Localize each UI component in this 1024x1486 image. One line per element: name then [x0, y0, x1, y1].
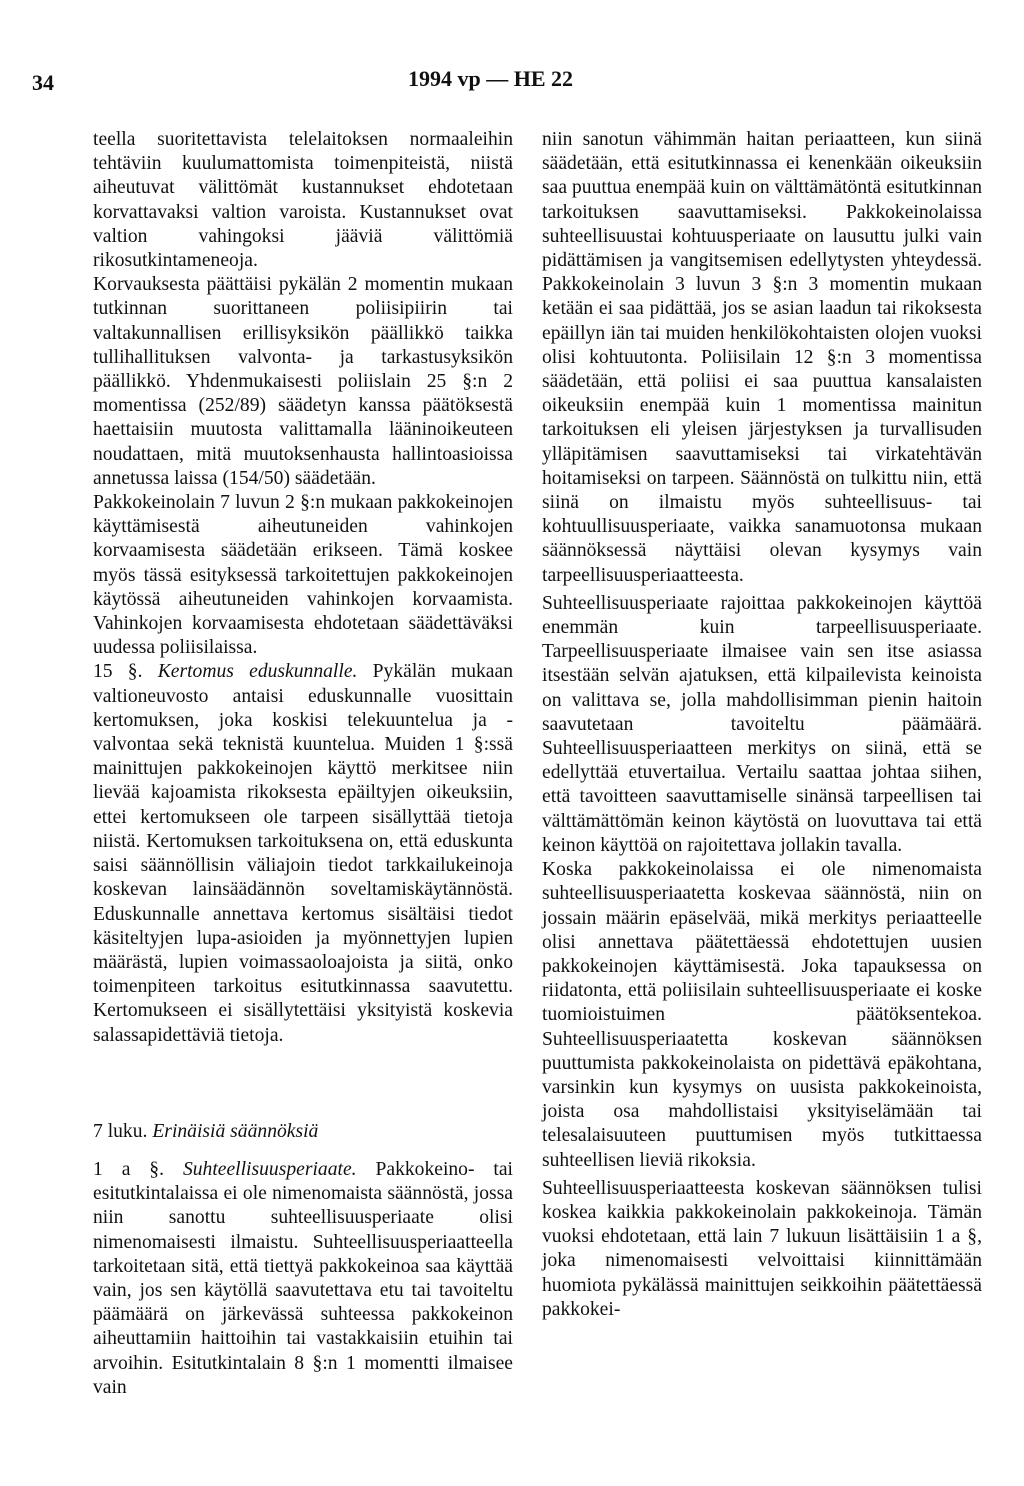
- section-text: Pykälän mukaan valtioneuvosto antaisi eduskunnalle vuosittain kertomuksen, joka koskisi telekuuntelua ja -valvontaa sekä teknistä kuuntelua. Muiden 1 §:ssä mainittujen pakkokeinojen käyttö merkitsee niin lievää kajoamista rikoksesta epäiltyjen oikeuksiin, ettei kertomukseen ole tarpeen sisällyttää tietoja niistä. Kertomuksen tarkoituksena on, että eduskunta saisi säännöllisin väliajoin tiedot tarkkailukeinoja koskevan lainsäädännön soveltamiskäytännöstä. Eduskunnalle annettava kertomus sisältäisi tiedot käsiteltyjen lupa-asioiden ja myönnettyjen lupien määrästä, lupien voimassaoloajoista ja siitä, onko toimenpiteen tarkoitus esitutkinnassa saavutettu. Kertomukseen ei sisällytettäisi yksityistä koskevia salassapidettäviä tietoja.: [93, 661, 513, 1046]
- section-title: Kertomus eduskunnalle.: [157, 661, 358, 683]
- paragraph: Suhteellisuusperiaatteesta koskevan säännöksen tulisi koskea kaikkia pakkokeinolain pakkokeinoja. Tämän vuoksi ehdotetaan, että lain 7 lukuun lisättäisiin 1 a §, joka nimenomaisesti velvoittaisi kiinnittämään huomiota pykälässä mainittujen seikkoihin päätettäessä pakkokei-: [542, 1177, 982, 1320]
- paragraph: niin sanotun vähimmän haitan periaatteen, kun siinä säädetään, että esitutkinnassa ei kenenkään oikeuksiin saa puuttua enempää kuin on välttämätöntä esitutkinnan tarkoituksen saavuttamiseksi. Pakkokeinolaissa suhteellisuustai kohtuusperiaate on lausuttu julki vain pidättämisen ja vangitsemisen edellytysten yhteydessä. Pakkokeinolain 3 luvun 3 §:n 3 momentin mukaan ketään ei saa pidättää, jos se asian laadun tai rikoksesta epäillyn iän tai muiden henkilökohtaisten olojen vuoksi olisi kohtuutonta. Poliisilain 12 §:n 3 momentissa säädetään, että poliisi ei saa puuttua kansalaisten oikeuksiin enempää kuin 1 momentissa mainitun tarkoituksen eli yleisen järjestyksen ja turvallisuden ylläpitämisen saavuttamiseksi tai virkatehtävän hoitamiseksi on tarpeen. Säännöstä on tulkittu niin, että siinä on ilmaistu myös suhteellisuus- tai kohtuullisuusperiaate, vaikka sanamuotonsa mukaan säännöksessä näyttäisi olevan kysymys vain tarpeellisuusperiaatteesta.: [542, 129, 982, 586]
- running-header: 1994 vp — HE 22: [408, 66, 574, 91]
- section-number: 1 a §.: [93, 1158, 165, 1180]
- paragraph: Suhteellisuusperiaate rajoittaa pakkokeinojen käyttöä enemmän kuin tarpeellisuusperiaate. Tarpeellisuusperiaate ilmaisee vain sen itse asiassa itsestään selvän ajatuksen, että kilpailevista keinoista on valittava se, jolla mahdollisimman pienin haitoin saavutetaan tavoiteltu päämäärä. Suhteellisuusperiaatteen merkitys on siinä, että se edellyttää etuvertailua. Vertailu saattaa johtaa siihen, että tavoitteen saavuttamiselle sinänsä tarpeellisen tai välttämättömän keinon käytöstä on luovuttava tai että keinon käyttöä on rajoitettava jollakin tavalla.: [542, 592, 982, 856]
- paragraph: Koska pakkokeinolaissa ei ole nimenomaista suhteellisuusperiaatetta koskevaa säännöstä, niin on jossain määrin epäselvää, mikä merkitys periaatteelle olisi annettava päätettäessä ehdotettujen uusien pakkokeinojen käyttämisestä. Joka tapauksessa on riidatonta, että poliisilain suhteellisuusperiaate ei koske tuomioistuimen päätöksentekoa. Suhteellisuusperiaatetta koskevan säännöksen puuttumista pakkokeinolaista on pidettävä epäkohtana, varsinkin kun kysymys on uusista pakkokeinoista, joista osa mahdollistaisi yksityiselämään tai telesalaisuuteen puuttumisen myös tutkittaessa suhteellisen lieviä rikoksia.: [542, 859, 982, 1171]
- chapter-heading: [93, 1120, 513, 1144]
- section-text: Pakkokeino- tai esitutkintalaissa ei ole nimenomaista säännöstä, jossa niin sanottu suhteellisuusperiaate olisi nimenomaisesti ilmaistu. Suhteellisuusperiaatteella tarkoitetaan sitä, että tiettyä pakkokeinoa saa käyttää vain, jos sen käytöllä saavutettava etu tai tavoiteltu päämäärä on järkevässä suhteessa pakkokeinon aiheuttamiin haittoihin tai vastakkaisiin etuihin tai arvoihin. Esitutkintalain 8 §:n 1 momentti ilmaisee vain: [93, 1158, 514, 1398]
- section-title: Suhteellisuusperiaate.: [182, 1158, 357, 1180]
- paragraph: Korvauksesta päättäisi pykälän 2 momentin mukaan tutkinnan suorittaneen poliisipiirin tai valtakunnallisen erillisyksikön päällikkö taikka tullihallituksen valvonta- ja tarkastusyksikön päällikkö. Yhdenmukaisesti poliislain 25 §:n 2 momentissa (252/89) säädetyn kanssa päätöksestä haettaisiin muutosta valittamalla lääninoikeuteen noudattaen, mitä muutoksenhausta hallintoasioissa annetussa laissa (154/50) säädetään.: [93, 274, 513, 489]
- section-1a-paragraph: [93, 1158, 513, 1400]
- section-number: 15 §.: [93, 661, 143, 683]
- section-15-paragraph: [93, 660, 513, 1047]
- paragraph: Pakkokeinolain 7 luvun 2 §:n mukaan pakkokeinojen käyttämisestä aiheutuneiden vahinkojen korvaamisesta säädetään erikseen. Tämä koskee myös tässä esityksessä tarkoitettujen pakkokeinojen käytössä aiheutuneiden vahinkojen korvaamista. Vahinkojen korvaamisesta ehdotetaan säädettäväksi uudessa poliisilaissa.: [93, 492, 513, 659]
- paragraph: teella suoritettavista telelaitoksen normaaleihin tehtäviin kuulumattomista toimenpiteistä, niistä aiheutuvat välittömät kustannukset ehdotetaan korvattavaksi valtion varoista. Kustannukset ovat valtion vahingoksi jääviä välittömiä rikosutkintameneoja.: [93, 129, 513, 272]
- right-column: [542, 128, 982, 1322]
- chapter-title: Erinäisiä säännöksiä: [152, 1120, 319, 1142]
- left-column: [93, 128, 513, 1400]
- chapter-number: 7 luku.: [93, 1120, 148, 1142]
- page-number: 34: [32, 70, 54, 95]
